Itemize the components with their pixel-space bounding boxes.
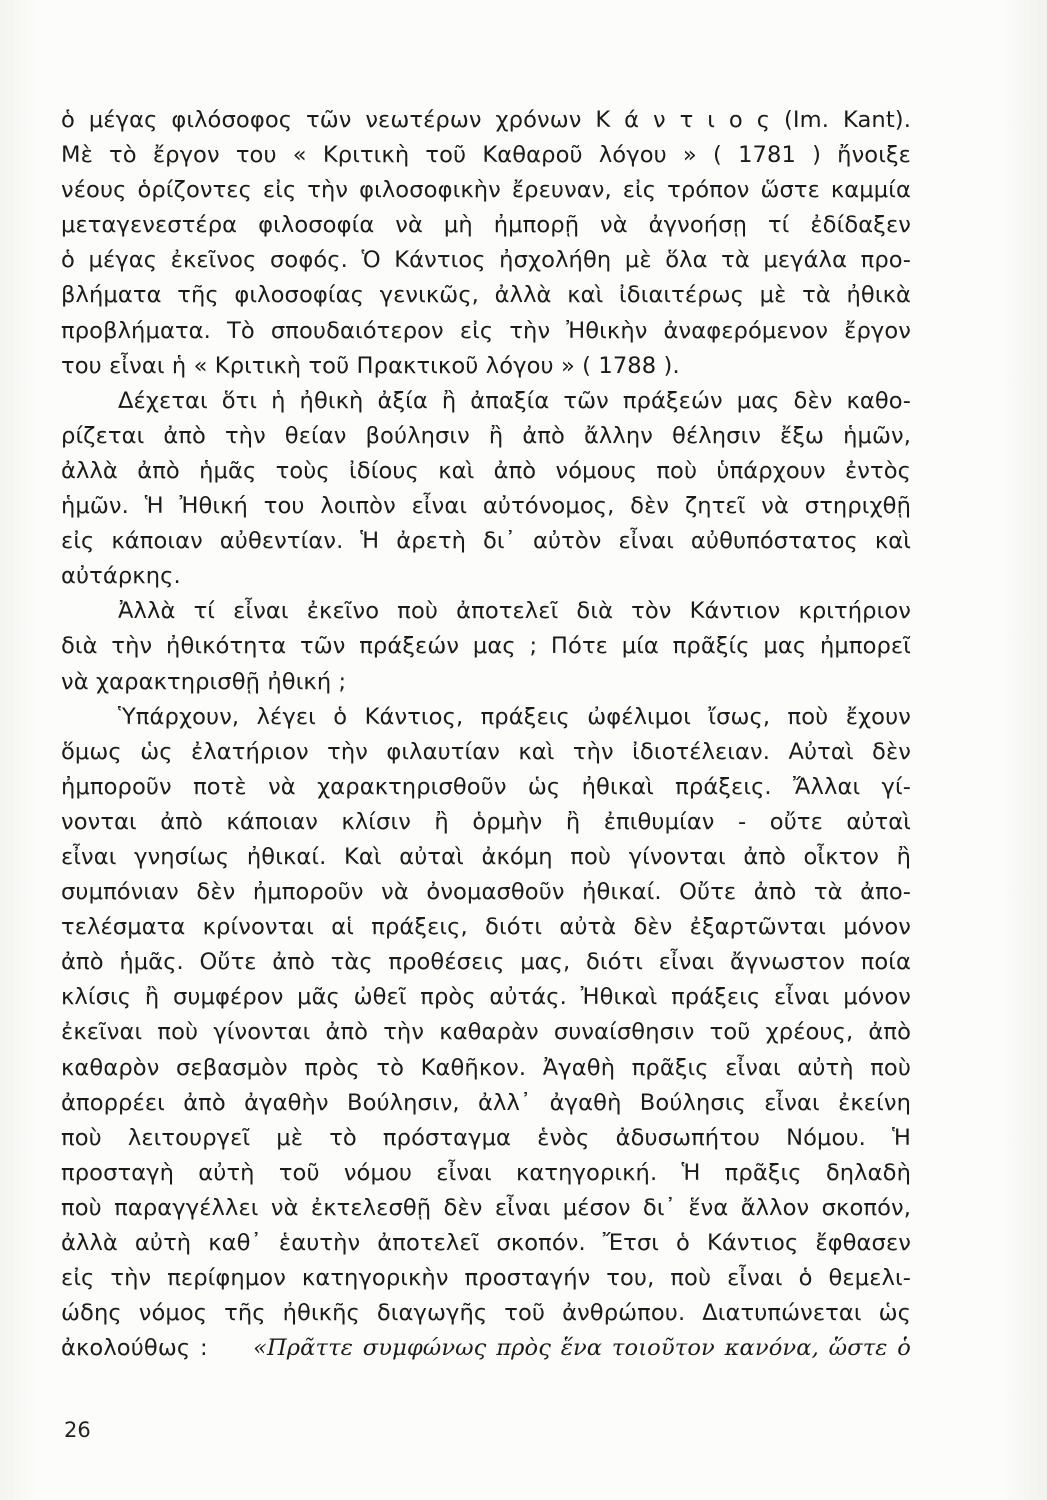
text-line: ἡμῶν. Ἡ Ἠθική του λοιπὸν εἶναι αὐτόνομος, δὲν ζητεῖ νὰ στηριχθῇ — [61, 493, 911, 520]
text-line: ὁ μέγας ἐκεῖνος σοφός. Ὁ Κάντιος ἠσχολήθη μὲ ὅλα τὰ μεγάλα προ- — [61, 247, 911, 274]
text-line: ὅμως ὡς ἐλατήριον τὴν φιλαυτίαν καὶ τὴν ἰδιοτέλειαν. Αὐταὶ δὲν — [61, 738, 911, 765]
text-line: αὐτάρκης. — [61, 563, 181, 590]
text-line: ἠμποροῦν ποτὲ νὰ χαρακτηρισθοῦν ὡς ἠθικαὶ πράξεις. Ἄλλαι γί- — [61, 773, 911, 800]
text-line: Μὲ τὸ ἔργον του « Κριτικὴ τοῦ Καθαροῦ λόγου » ( 1781 ) ἤνοιξε — [61, 142, 911, 169]
page-number: 26 — [64, 1418, 91, 1442]
text-line: του εἶναι ἡ « Κριτικὴ τοῦ Πρακτικοῦ λόγου » ( 1788 ). — [61, 352, 680, 379]
text-line: ὁ μέγας φιλόσοφος τῶν νεωτέρων χρόνων Κ ά ν τ ι ο ς (Im. Kant). — [61, 107, 911, 133]
text-line: εἰς τὴν περίφημον κατηγορικὴν προσταγήν του, ποὺ εἶναι ὁ θεμελι- — [61, 1265, 911, 1292]
text-line: καθαρὸν σεβασμὸν πρὸς τὸ Καθῆκον. Ἀγαθὴ πρᾶξις εἶναι αὐτὴ ποὺ — [61, 1054, 911, 1081]
text-line-final — [61, 1331, 911, 1366]
kant-maxim-quote: «Πρᾶττε συμφώνως πρὸς ἕνα τοιοῦτον κανόνα, ὥστε ὁ — [253, 1335, 911, 1362]
body-text — [61, 103, 911, 1366]
text-line: προσταγὴ αὐτὴ τοῦ νόμου εἶναι κατηγορική. Ἡ πρᾶξις δηλαδὴ — [61, 1159, 911, 1186]
text-line: μεταγενεστέρα φιλοσοφία νὰ μὴ ἠμπορῇ νὰ ἀγνοήσῃ τί ἐδίδαξεν — [61, 212, 911, 239]
text-line: διὰ τὴν ἠθικότητα τῶν πράξεών μας ; Πότε μία πρᾶξίς μας ἠμπορεῖ — [61, 633, 911, 660]
text-line: Δέχεται ὅτι ἡ ἠθικὴ ἀξία ἢ ἀπαξία τῶν πράξεών μας δὲν καθο- — [118, 387, 911, 414]
final-line-lead: ἀκολούθως : — [61, 1335, 208, 1362]
text-line: βλήματα τῆς φιλοσοφίας γενικῶς, ἀλλὰ καὶ ἰδιαιτέρως μὲ τὰ ἠθικὰ — [61, 282, 911, 309]
text-line: Ἀλλὰ τί εἶναι ἐκεῖνο ποὺ ἀποτελεῖ διὰ τὸν Κάντιον κριτήριον — [118, 598, 911, 625]
text-line: εἶναι γνησίως ἠθικαί. Καὶ αὐταὶ ἀκόμη ποὺ γίνονται ἀπὸ οἶκτον ἢ — [61, 843, 911, 870]
text-line: ἀλλὰ ἀπὸ ἡμᾶς τοὺς ἰδίους καὶ ἀπὸ νόμους ποὺ ὑπάρχουν ἐντὸς — [61, 457, 911, 484]
text-line: κλίσις ἢ συμφέρον μᾶς ὠθεῖ πρὸς αὐτάς. Ἠθικαὶ πράξεις εἶναι μόνον — [61, 984, 911, 1011]
text-line: ρίζεται ἀπὸ τὴν θείαν βούλησιν ἢ ἀπὸ ἄλλην θέλησιν ἔξω ἡμῶν, — [61, 422, 911, 449]
text-line: ἀλλὰ αὐτὴ καθ᾽ ἑαυτὴν ἀποτελεῖ σκοπόν. Ἔτσι ὁ Κάντιος ἔφθασεν — [61, 1230, 911, 1256]
text-line: ποὺ παραγγέλλει νὰ ἐκτελεσθῇ δὲν εἶναι μέσον δι᾽ ἕνα ἄλλον σκοπόν, — [61, 1194, 911, 1221]
text-line: προβλήματα. Τὸ σπουδαιότερον εἰς τὴν Ἠθικὴν ἀναφερόμενον ἔργον — [61, 317, 911, 344]
text-line: ἀπορρέει ἀπὸ ἀγαθὴν Βούλησιν, ἀλλ᾽ ἀγαθὴ Βούλησις εἶναι ἐκείνη — [61, 1089, 911, 1116]
text-line: νέους ὁρίζοντες εἰς τὴν φιλοσοφικὴν ἔρευναν, εἰς τρόπον ὥστε καμμία — [61, 177, 911, 204]
text-line: ἀπὸ ἡμᾶς. Οὔτε ἀπὸ τὰς προθέσεις μας, διότι εἶναι ἄγνωστον ποία — [61, 949, 911, 976]
text-line: τελέσματα κρίνονται αἱ πράξεις, διότι αὐτὰ δὲν ἐξαρτῶνται μόνον — [61, 914, 911, 941]
text-line: νὰ χαρακτηρισθῇ ἠθική ; — [61, 668, 347, 695]
text-line: συμπόνιαν δὲν ἠμποροῦν νὰ ὀνομασθοῦν ἠθικαί. Οὔτε ἀπὸ τὰ ἀπο- — [61, 879, 911, 906]
text-line: ποὺ λειτουργεῖ μὲ τὸ πρόσταγμα ἑνὸς ἀδυσωπήτου Νόμου. Ἡ — [61, 1124, 911, 1151]
text-line: Ὑπάρχουν, λέγει ὁ Κάντιος, πράξεις ὠφέλιμοι ἴσως, ποὺ ἔχουν — [118, 703, 911, 730]
text-line: ἐκεῖναι ποὺ γίνονται ἀπὸ τὴν καθαρὰν συναίσθησιν τοῦ χρέους, ἀπὸ — [61, 1019, 911, 1046]
text-line: ώδης νόμος τῆς ἠθικῆς διαγωγῆς τοῦ ἀνθρώπου. Διατυπώνεται ὡς — [61, 1300, 911, 1327]
text-line: νονται ἀπὸ κάποιαν κλίσιν ἢ ὁρμὴν ἢ ἐπιθυμίαν - οὔτε αὐταὶ — [61, 808, 911, 835]
text-line: εἰς κάποιαν αὐθεντίαν. Ἡ ἀρετὴ δι᾽ αὐτὸν εἶναι αὐθυπόστατος καὶ — [61, 528, 911, 555]
